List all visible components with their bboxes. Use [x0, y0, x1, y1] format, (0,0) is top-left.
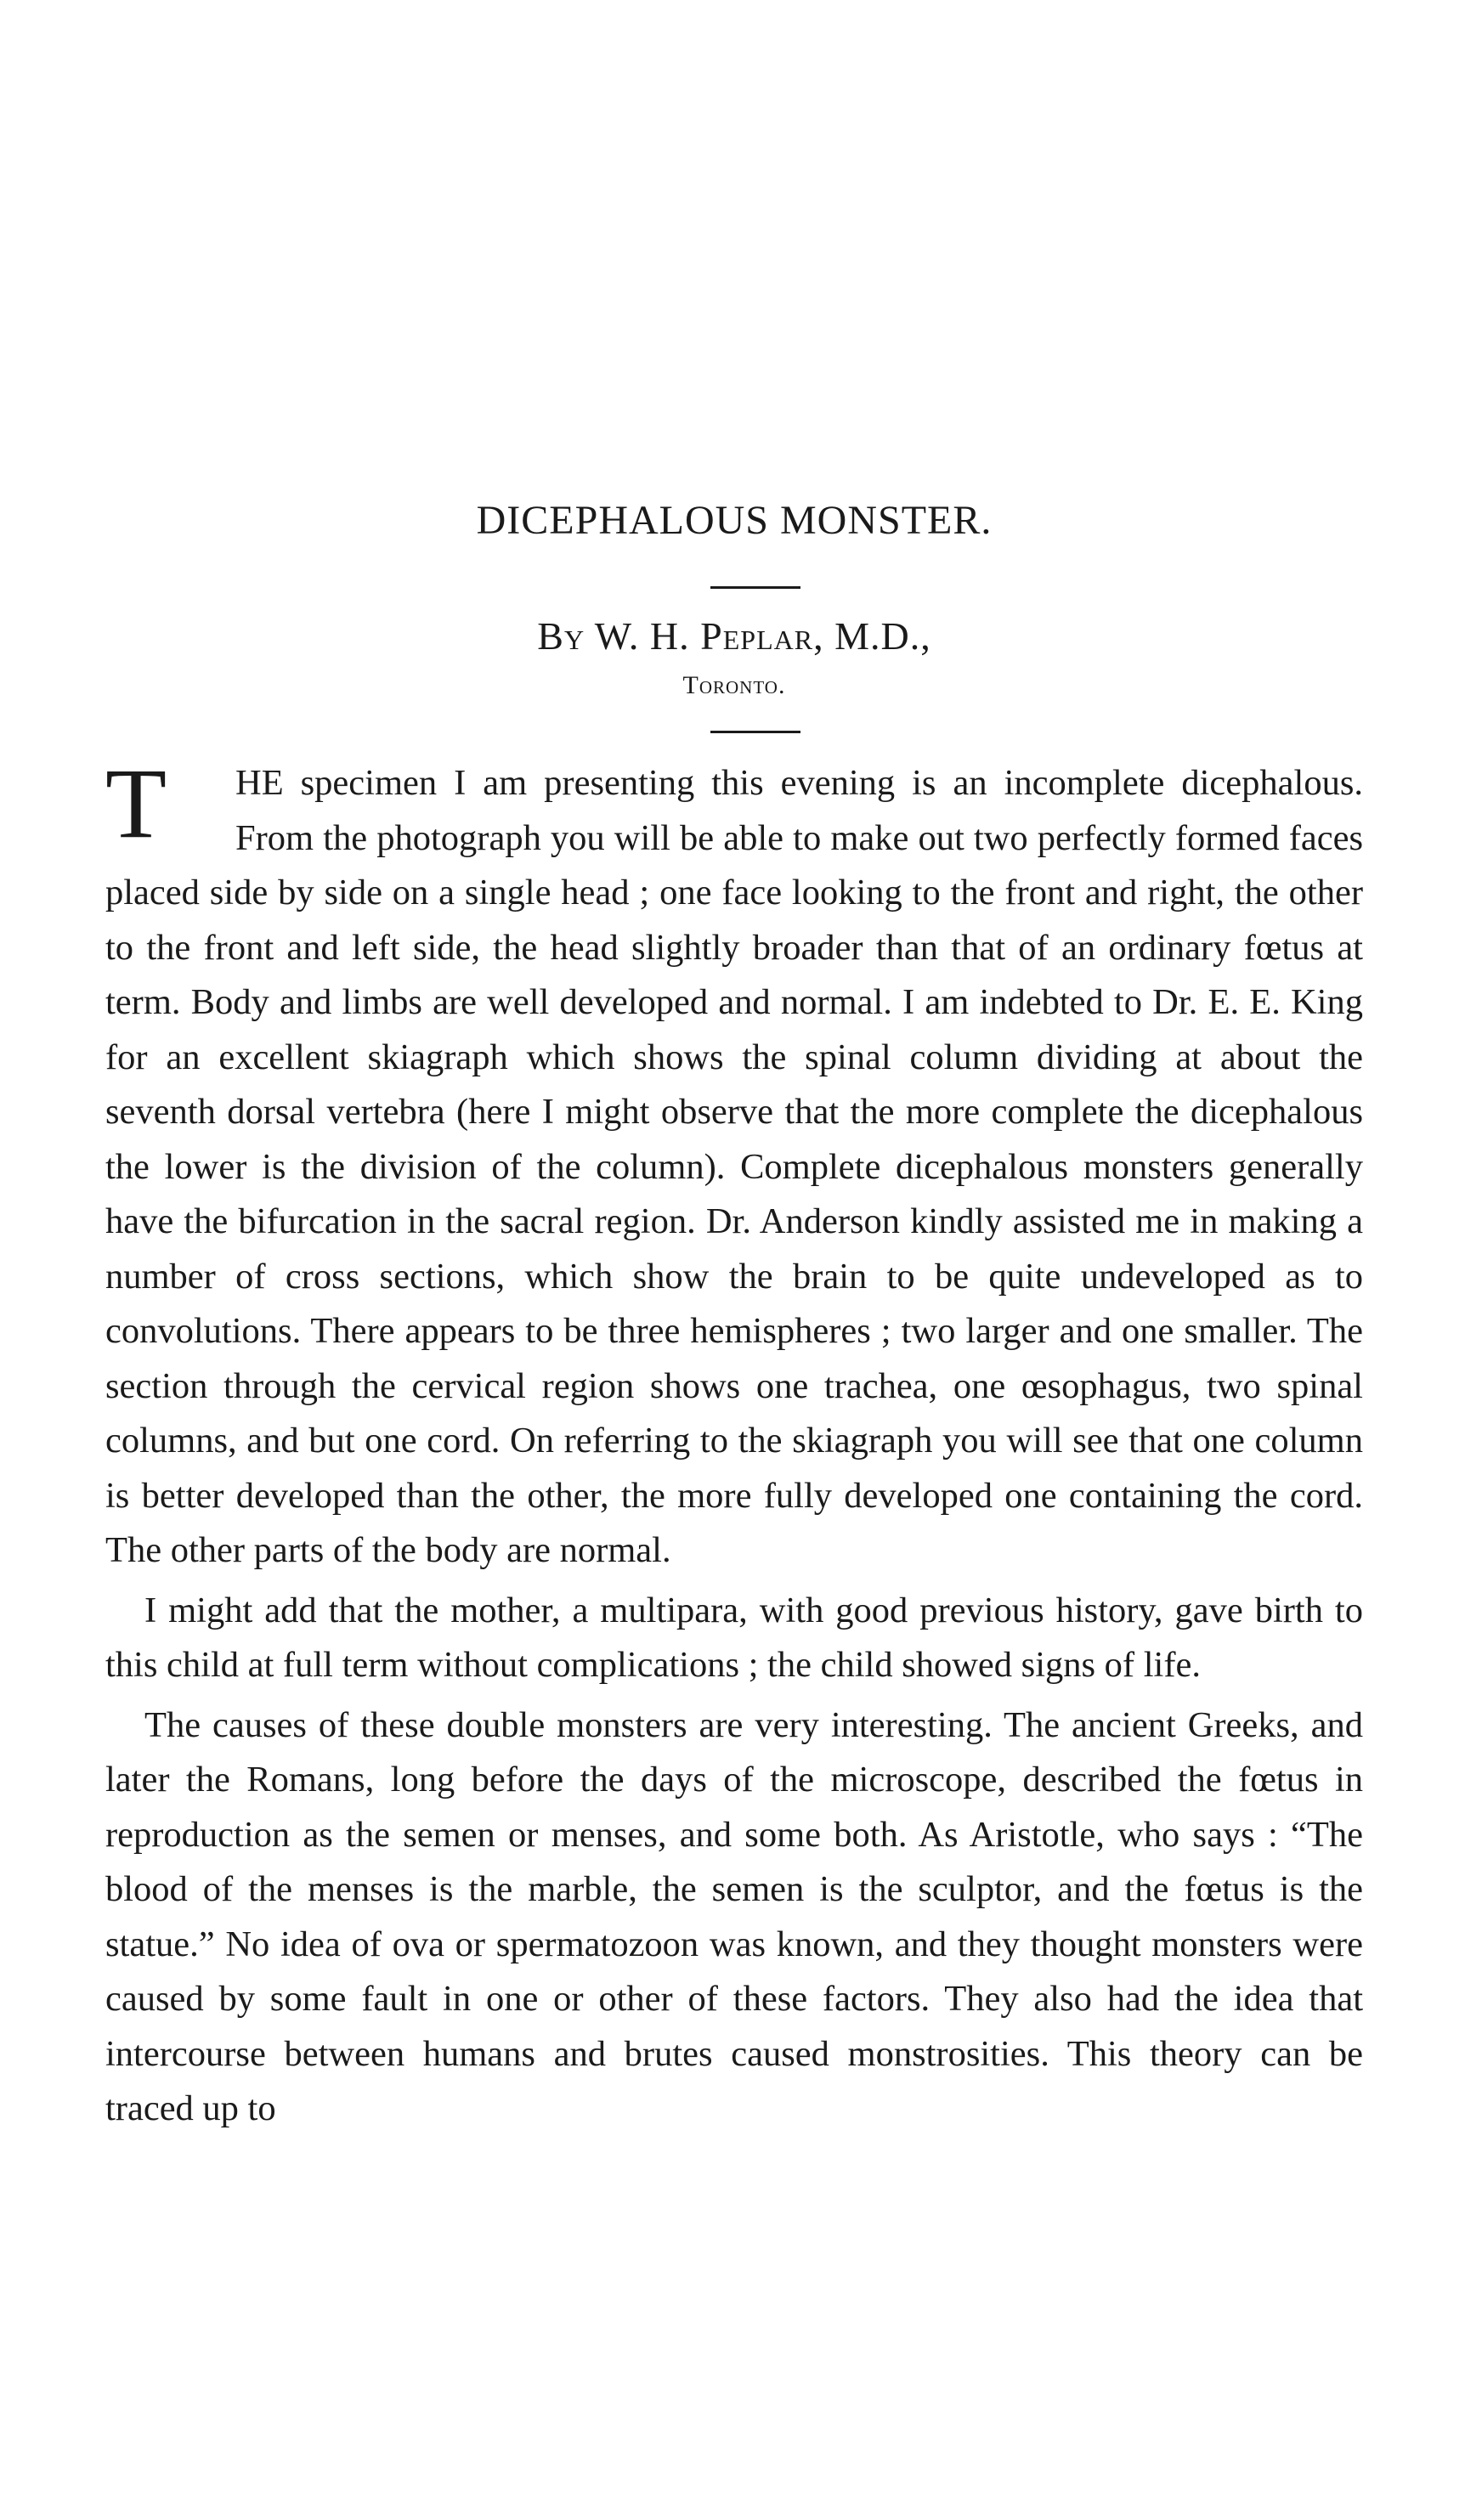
paragraph-1 — [105, 748, 1363, 1579]
paragraph-1-text: specimen I am presenting this evening is an incomplete dicephalous. From the photograph you will be able to make out two perfectly formed faces placed side by side on a single head ; one face looking to the front and right, the other to the front and left side, the head slightly broader than that of an ordinary fœtus at term. Body and limbs are well developed and normal. I am indebted to Dr. E. E. King for an excellent skiagraph which shows the spinal column dividing at about the seventh dorsal vertebra (here I might observe that the more complete the dicephalous the lower is the division of the column). Complete dicephalous monsters generally have the bifurcation in the sacral region. Dr. Anderson kindly assisted me in making a number of cross sections, which show the brain to be quite undeveloped as to convolutions. There appears to be three hemispheres ; two larger and one smaller. The section through the cervical region shows one trachea, one œsophagus, two spinal columns, and but one cord. On referring to the skiagraph you will see that one column is better developed than the other, the more fully developed one containing the cord. The other parts of the body are normal. — [105, 763, 1363, 1570]
article-byline: By W. H. Peplar, M.D., — [537, 614, 931, 658]
title-divider — [710, 586, 800, 589]
document-page — [105, 0, 1363, 2520]
byline-divider — [710, 731, 800, 733]
paragraph-1-lead: HE — [235, 763, 284, 803]
paragraph-2: I might add that the mother, a multipara, with good previous history, gave birth to this child at full term without complications ; the child showed signs of life. — [105, 1590, 1363, 1685]
paragraph-3: The causes of these double monsters are very interesting. The ancient Greeks, and later the Romans, long before the days of the microscope, described the fœtus in reproduction as the semen or menses, and some both. As Aristotle, who says : “The blood of the menses is the marble, the semen is the sculptor, and the fœtus is the statue.” No idea of ova or spermatozoon was known, and they thought monsters were caused by some fault in one or other of these factors. They also had the idea that intercourse between humans and brutes caused monstrosities. This theory can be traced up to — [105, 1704, 1363, 2128]
drop-cap: T — [105, 748, 167, 859]
author-location: Toronto. — [682, 671, 786, 699]
article-title: DICEPHALOUS MONSTER. — [476, 498, 993, 543]
article-body — [105, 748, 1363, 2137]
